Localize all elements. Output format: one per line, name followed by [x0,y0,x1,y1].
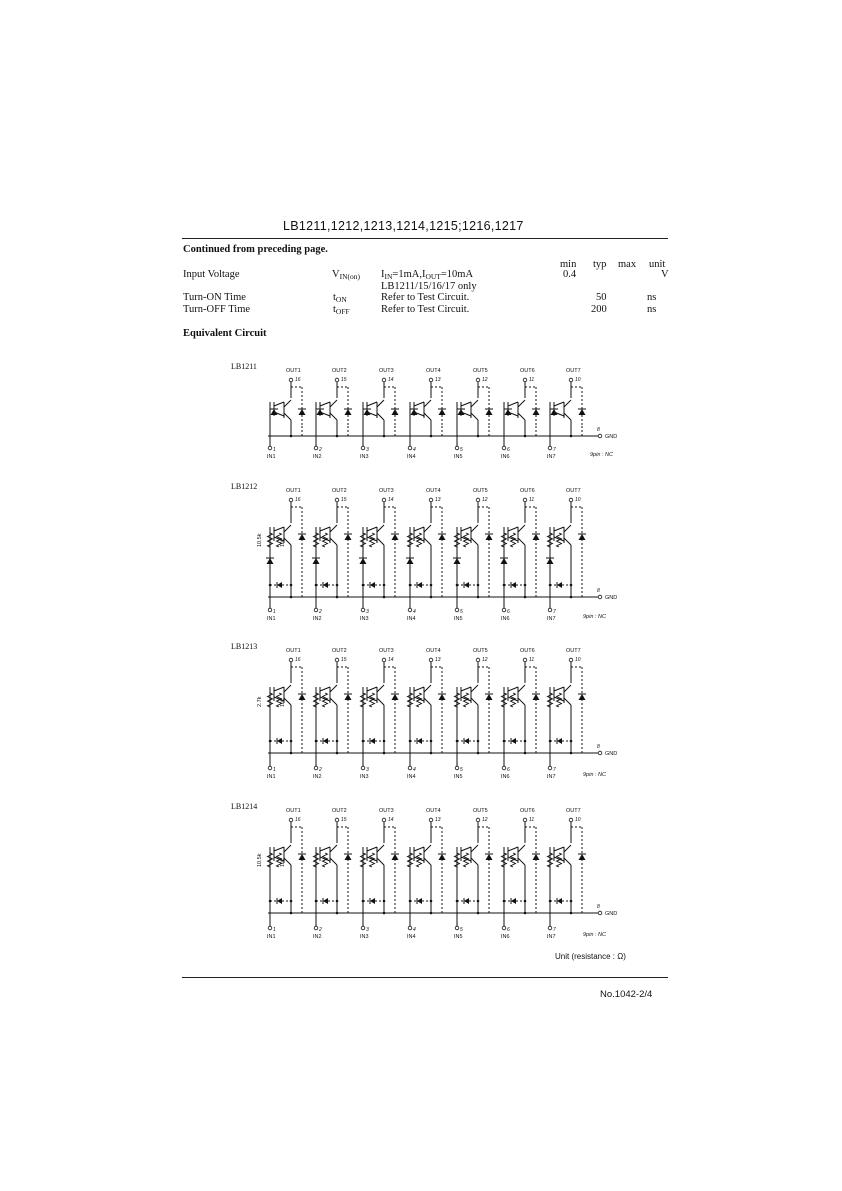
out-pin: 16 [295,377,301,383]
out-pin: 10 [575,657,581,663]
out-label: OUT2 [332,368,347,374]
in-label: IN1 [267,934,276,940]
out-pin: 14 [388,817,394,823]
in-pin: 2 [319,609,322,615]
out-label: OUT5 [473,808,488,814]
clamp-diode [299,694,306,700]
in-pin: 3 [366,927,369,933]
clamp-diode [439,854,446,860]
out-pin: 12 [482,377,488,383]
channel-5 [454,368,493,460]
symbol-vin: $V_{IN(on)}$ [332,269,361,281]
in-label: IN3 [360,774,369,780]
in-pin: 3 [366,447,369,453]
rail-diode [557,582,562,588]
in-label: IN3 [360,454,369,460]
rail-diode [464,898,469,904]
gnd-label: GND [605,434,618,440]
circuit-part-label: LB1214 [231,802,258,811]
unit-v: V [661,269,669,280]
param-turn-on: Turn-ON Time [183,292,246,303]
clamp-diode [486,694,493,700]
channel-1 [257,488,306,622]
clamp-diode [392,694,399,700]
rail-diode [511,738,516,744]
channel-6 [501,368,540,460]
out-label: OUT1 [286,648,301,654]
resistor-value: 10k [280,698,286,707]
out-pin: 13 [435,817,441,823]
in-pin: 4 [413,609,416,615]
circuit-part-label: LB1212 [231,482,258,491]
circuit-part-label: LB1213 [231,642,258,651]
circuit-lb1211 [231,362,617,460]
channel-7 [546,488,586,622]
condition-ton: Refer to Test Circuit. [381,292,470,303]
clamp-diode [299,534,306,540]
out-label: OUT4 [426,488,441,494]
input-diode [317,409,324,415]
resistor-value: 10k [280,538,286,547]
symbol-ton: $t_{ON}$ [333,292,347,304]
out-label: OUT6 [520,648,535,654]
gnd-label: GND [605,751,618,757]
gnd-pin: 8 [597,427,600,433]
in-label: IN1 [267,774,276,780]
in-label: IN3 [360,616,369,622]
in-label: IN5 [454,934,463,940]
channel-4 [407,648,446,780]
out-label: OUT2 [332,648,347,654]
col-unit: unit [649,259,666,270]
gnd-pin: 8 [597,588,600,594]
rail-diode [557,738,562,744]
channel-3 [360,648,399,780]
in-pin: 4 [413,767,416,773]
out-label: OUT2 [332,808,347,814]
out-pin: 11 [529,817,535,823]
in-pin: 1 [273,609,276,615]
out-label: OUT6 [520,808,535,814]
gnd-pin: 8 [597,904,600,910]
clamp-diode [486,854,493,860]
out-pin: 14 [388,497,394,503]
in-pin: 6 [507,927,510,933]
in-label: IN2 [313,934,322,940]
rail-diode [370,738,375,744]
channel-3 [360,368,399,460]
clamp-diode [299,854,306,860]
input-diode [411,409,418,415]
clamp-diode [579,854,586,860]
channel-4 [407,808,446,940]
in-label: IN4 [407,934,416,940]
out-pin: 14 [388,657,394,663]
condition-current: $I_{IN}=1mA,I_{OUT}=10mA$ [381,269,474,281]
nc-note: 9pin : NC [590,452,613,458]
rail-diode [417,738,422,744]
out-pin: 15 [341,497,347,503]
clamp-diode [345,409,352,415]
out-label: OUT5 [473,488,488,494]
channel-5 [454,648,493,780]
gnd-pin: 8 [597,744,600,750]
page-header: LB1211,1212,1213,1214,1215;1216,1217 [283,219,524,233]
col-typ: typ [593,259,607,270]
out-label: OUT2 [332,488,347,494]
unit-note: Unit (resistance : Ω) [555,952,626,961]
col-max: max [618,259,637,270]
param-turn-off: Turn-OFF Time [183,304,251,315]
rail-diode [323,582,328,588]
clamp-diode [533,534,540,540]
rail-diode [323,898,328,904]
value-min: 0.4 [563,269,577,280]
channel-5 [453,488,493,622]
input-diode [364,409,371,415]
resistor-value: 10k [280,858,286,867]
clamp-diode [579,534,586,540]
in-label: IN7 [547,616,556,622]
out-pin: 14 [388,377,394,383]
circuit-part-label: LB1211 [231,362,257,371]
rail-diode [277,898,282,904]
unit-ns-2: ns [647,304,657,315]
channel-2 [313,368,352,460]
out-label: OUT1 [286,488,301,494]
out-pin: 16 [295,817,301,823]
condition-parts: LB1211/15/16/17 only [381,281,477,292]
rail-diode [511,582,516,588]
in-pin: 1 [273,447,276,453]
in-pin: 7 [553,927,556,933]
in-label: IN6 [501,774,510,780]
clamp-diode [486,534,493,540]
out-pin: 12 [482,657,488,663]
in-label: IN2 [313,774,322,780]
resistor-value: 2.7k [257,696,263,707]
in-label: IN6 [501,616,510,622]
rail-diode [277,582,282,588]
out-label: OUT3 [379,648,394,654]
in-pin: 5 [460,609,463,615]
out-label: OUT1 [286,808,301,814]
in-label: IN7 [547,934,556,940]
clamp-diode [345,694,352,700]
channel-2 [313,648,352,780]
circuit-lb1213 [231,642,617,780]
out-label: OUT1 [286,368,301,374]
in-label: IN5 [454,774,463,780]
symbol-toff: $t_{OFF}$ [333,304,350,316]
rail-diode [511,898,516,904]
out-pin: 15 [341,657,347,663]
out-label: OUT5 [473,368,488,374]
channel-6 [500,488,540,622]
condition-toff: Refer to Test Circuit. [381,304,470,315]
out-label: OUT3 [379,368,394,374]
out-label: OUT6 [520,488,535,494]
channel-2 [313,808,352,940]
input-diode [458,409,465,415]
circuit-lb1212 [231,482,617,622]
rail-diode [417,582,422,588]
in-pin: 4 [413,927,416,933]
rail-diode [277,738,282,744]
clamp-diode [579,694,586,700]
out-pin: 11 [529,497,535,503]
in-label: IN1 [267,616,276,622]
channel-3 [360,808,399,940]
channel-7 [547,648,586,780]
clamp-diode [439,409,446,415]
in-pin: 7 [553,609,556,615]
channel-1 [257,808,306,940]
out-pin: 15 [341,377,347,383]
in-pin: 2 [319,927,322,933]
in-label: IN6 [501,934,510,940]
continued-note: Continued from preceding page. [183,244,328,255]
nc-note: 9pin : NC [583,772,606,778]
clamp-diode [533,694,540,700]
out-pin: 16 [295,497,301,503]
in-label: IN2 [313,454,322,460]
rail-diode [417,898,422,904]
clamp-diode [439,534,446,540]
in-label: IN4 [407,774,416,780]
clamp-diode [439,694,446,700]
clamp-diode [345,534,352,540]
gnd-label: GND [605,911,618,917]
in-pin: 3 [366,609,369,615]
in-pin: 2 [319,767,322,773]
clamp-diode [345,854,352,860]
out-label: OUT5 [473,648,488,654]
out-label: OUT7 [566,808,581,814]
clamp-diode [392,409,399,415]
channel-7 [547,808,586,940]
out-pin: 11 [529,657,535,663]
out-label: OUT4 [426,648,441,654]
channel-7 [547,368,586,460]
out-pin: 13 [435,497,441,503]
out-label: OUT4 [426,808,441,814]
in-pin: 7 [553,767,556,773]
out-pin: 12 [482,817,488,823]
channel-1 [257,648,306,780]
in-pin: 7 [553,447,556,453]
out-pin: 10 [575,377,581,383]
out-label: OUT4 [426,368,441,374]
out-label: OUT3 [379,808,394,814]
in-pin: 6 [507,609,510,615]
nc-note: 9pin : NC [583,932,606,938]
input-diode [551,409,558,415]
channel-6 [501,648,540,780]
channel-1 [267,368,306,460]
input-diode [271,409,278,415]
in-label: IN4 [407,616,416,622]
out-pin: 12 [482,497,488,503]
resistor-value: 10.5k [257,533,263,547]
in-label: IN4 [407,454,416,460]
rail-diode [370,582,375,588]
clamp-diode [486,409,493,415]
clamp-diode [299,409,306,415]
out-label: OUT3 [379,488,394,494]
in-pin: 4 [413,447,416,453]
out-pin: 10 [575,817,581,823]
in-label: IN6 [501,454,510,460]
in-label: IN3 [360,934,369,940]
input-diode [505,409,512,415]
rail-diode [464,582,469,588]
out-label: OUT7 [566,488,581,494]
in-label: IN7 [547,454,556,460]
in-label: IN7 [547,774,556,780]
footer-rule [182,977,668,978]
equivalent-circuit-title: Equivalent Circuit [183,328,267,339]
channel-2 [312,488,352,622]
out-pin: 16 [295,657,301,663]
clamp-diode [533,409,540,415]
rail-diode [323,738,328,744]
rail-diode [464,738,469,744]
out-pin: 11 [529,377,535,383]
in-pin: 1 [273,767,276,773]
out-label: OUT7 [566,648,581,654]
in-pin: 6 [507,447,510,453]
in-label: IN2 [313,616,322,622]
clamp-diode [392,534,399,540]
out-pin: 13 [435,657,441,663]
clamp-diode [533,854,540,860]
in-pin: 1 [273,927,276,933]
out-label: OUT7 [566,368,581,374]
out-pin: 15 [341,817,347,823]
clamp-diode [579,409,586,415]
channel-5 [454,808,493,940]
rail-diode [370,898,375,904]
in-pin: 5 [460,767,463,773]
param-input-voltage: Input Voltage [183,269,240,280]
value-ton: 50 [596,292,607,303]
resistor-value: 10.5k [257,853,263,867]
nc-note: 9pin : NC [583,614,606,620]
gnd-label: GND [605,595,618,601]
in-label: IN5 [454,616,463,622]
col-min: min [560,259,577,270]
in-pin: 3 [366,767,369,773]
unit-ns-1: ns [647,292,657,303]
in-pin: 5 [460,447,463,453]
channel-3 [359,488,399,622]
clamp-diode [392,854,399,860]
channel-4 [407,368,446,460]
out-label: OUT6 [520,368,535,374]
circuit-lb1214 [231,802,617,940]
in-pin: 6 [507,767,510,773]
page-number: No.1042-2/4 [600,989,653,1000]
in-label: IN5 [454,454,463,460]
channel-4 [406,488,446,622]
channel-6 [501,808,540,940]
out-pin: 10 [575,497,581,503]
rail-diode [557,898,562,904]
value-toff: 200 [591,304,607,315]
in-label: IN1 [267,454,276,460]
in-pin: 5 [460,927,463,933]
in-pin: 2 [319,447,322,453]
out-pin: 13 [435,377,441,383]
